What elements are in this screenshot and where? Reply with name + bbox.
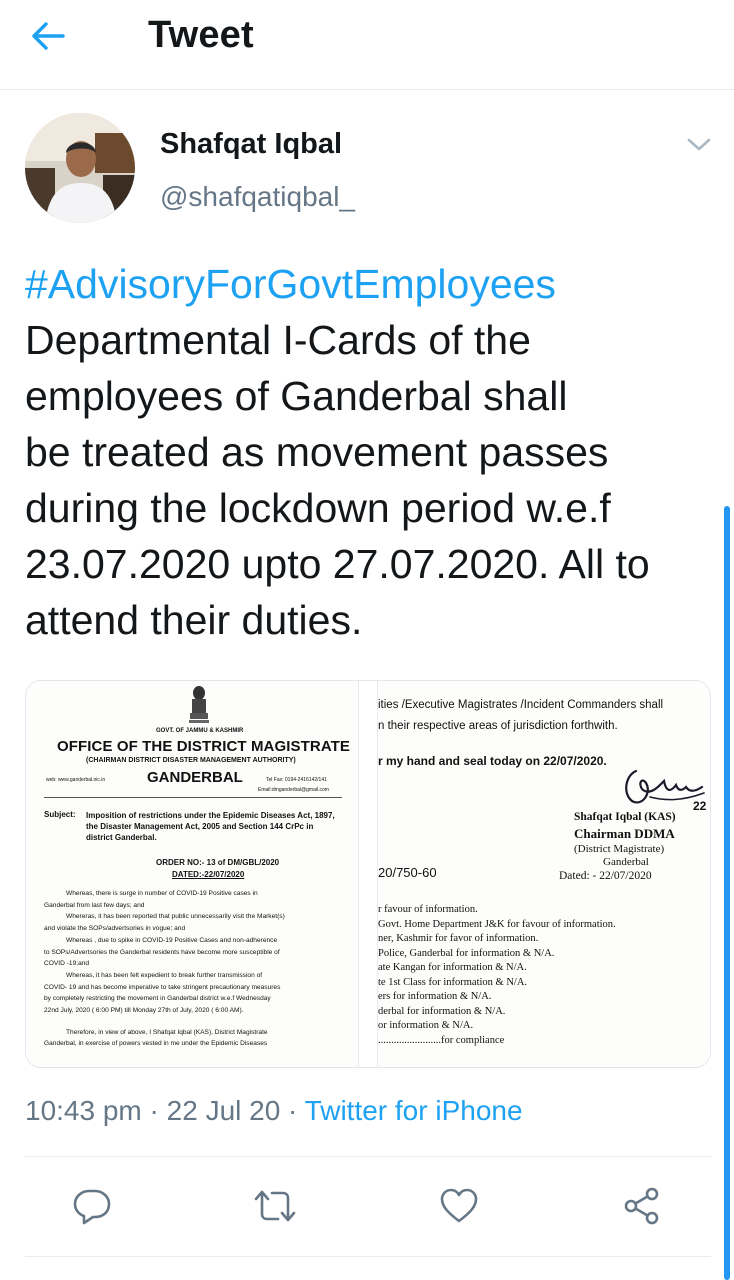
doc-line: n their respective areas of jurisdiction forthwith.: [378, 720, 618, 732]
order-date: DATED:-22/07/2020: [172, 870, 245, 879]
tweet-text-line: Departmental I-Cards of the: [25, 317, 531, 363]
subject-text: [86, 810, 335, 843]
app-header: [0, 0, 734, 90]
office-title: OFFICE OF THE DISTRICT MAGISTRATE: [57, 738, 351, 755]
doc-top-text: [378, 695, 663, 737]
subject-label: Subject:: [44, 810, 76, 819]
tweet-text-line: during the lockdown period w.e.f: [25, 485, 611, 531]
avatar[interactable]: [25, 113, 135, 223]
tweet-time: 10:43 pm: [25, 1095, 142, 1126]
signatory-place: Ganderbal: [603, 856, 649, 868]
media-gap: [359, 681, 377, 1067]
reference-number: 20/750-60: [378, 865, 437, 880]
share-icon: [621, 1185, 663, 1227]
order-body-line: Ganderbal from last few days; and: [44, 901, 145, 909]
order-body-line: and violate the SOPs/advertsories in vogue; and: [44, 925, 186, 933]
scrollbar[interactable]: [724, 506, 730, 1280]
order-body-line: Whereas, there is surge in number of COVID-19 Positive cases in: [66, 890, 258, 897]
media-gallery: [25, 680, 711, 1068]
doc-divider: [44, 797, 342, 798]
subject-line: the Disaster Management Act, 2005 and Section 144 CrPc in: [86, 822, 314, 831]
meta-separator: ·: [280, 1095, 305, 1126]
order-body-line: COVID -19;and: [44, 960, 90, 968]
tweet-text-line: 23.07.2020 upto 27.07.2020. All to: [25, 541, 650, 587]
copy-line: r favour of information.: [378, 904, 478, 915]
tweet-meta: [25, 1095, 523, 1127]
tweet-date: 22 Jul 20: [166, 1095, 281, 1126]
retweet-icon: [252, 1186, 298, 1226]
back-button[interactable]: [30, 14, 86, 58]
authority-subtitle: (CHAIRMAN DISTRICT DISASTER MANAGEMENT AUTHORITY): [86, 757, 296, 764]
signature-date: 22: [693, 799, 707, 813]
divider: [25, 1156, 711, 1157]
copy-line: ........................for compliance: [378, 1034, 505, 1046]
copy-line: or information & N/A.: [378, 1020, 474, 1031]
signatory-role: (District Magistrate): [574, 843, 665, 855]
order-body-line: Therefore, in view of above, I Shafqat Iqbal (KAS), District Magistrate: [66, 1028, 268, 1036]
copy-to-list: [378, 903, 616, 1048]
like-button[interactable]: [435, 1182, 483, 1230]
copy-line: Police, Ganderbal for information & N/A.: [378, 947, 555, 959]
order-body-line: Whereas, it has been felt expedient to break further transmission of: [66, 971, 263, 979]
arrow-left-icon: [30, 21, 66, 51]
divider: [25, 1256, 711, 1257]
emblem-caption: GOVT. OF JAMMU & KASHMIR: [156, 728, 244, 734]
copy-line: ate Kangan for information & N/A.: [378, 962, 527, 973]
author-handle[interactable]: @shafqatiqbal_: [160, 181, 356, 212]
hashtag-link[interactable]: #AdvisoryForGovtEmployees: [25, 261, 556, 307]
telephone-text: Tel Fax: 0194-2416142/141: [266, 777, 327, 783]
chevron-down-icon: [682, 130, 716, 160]
subject-line: district Ganderbal.: [86, 833, 157, 842]
share-button[interactable]: [618, 1182, 666, 1230]
state-emblem-icon: [186, 683, 212, 727]
order-body-line: to SOPs/Advertsories the Ganderbal residents have become more susceptible of: [44, 948, 280, 956]
order-body-line: Ganderbal, in exercise of powers vested in me under the Epidemic Diseases: [44, 1040, 268, 1048]
copy-line: te 1st Class for information & N/A.: [378, 976, 528, 988]
district-title: GANDERBAL: [147, 769, 243, 786]
tweet-text-line: employees of Ganderbal shall: [25, 373, 568, 419]
doc-dated: Dated: - 22/07/2020: [559, 870, 652, 882]
tweet-source-link[interactable]: Twitter for iPhone: [304, 1095, 523, 1126]
reply-button[interactable]: [68, 1182, 116, 1230]
order-body-line: Whereas , due to spike in COVID-19 Positive Cases and non-adherence: [66, 936, 278, 944]
meta-separator: ·: [141, 1095, 167, 1126]
tweet-options-button[interactable]: [682, 130, 716, 160]
reply-icon: [72, 1186, 112, 1226]
order-body-line: COVID- 19 and has become imperative to take stringent precautionary measures: [44, 983, 281, 991]
order-body-line: by completely restricting the movement in Ganderbal district w.e.f Wednesday: [44, 995, 271, 1003]
signatory-title: Chairman DDMA: [574, 826, 675, 841]
website-text: web: www.ganderbal.nic.in: [46, 777, 106, 783]
order-body-line: 22nd July, 2020 ( 6:00 PM) till Monday 27th of July, 2020 ( 6:00 AM).: [44, 1007, 244, 1015]
doc-line: ities /Executive Magistrates /Incident Commanders shall: [378, 699, 664, 711]
copy-line: ner, Kashmir for favor of information.: [378, 933, 539, 944]
order-document-image-1[interactable]: [26, 681, 359, 1067]
order-document-image-2[interactable]: [377, 681, 711, 1067]
author-name[interactable]: Shafqat Iqbal: [160, 128, 343, 160]
page-title: Tweet: [148, 14, 254, 56]
subject-line: Imposition of restrictions under the Epidemic Diseases Act, 1897,: [86, 811, 335, 820]
retweet-button[interactable]: [251, 1182, 299, 1230]
signatory-name: Shafqat Iqbal (KAS): [574, 811, 676, 823]
tweet-text-line: be treated as movement passes: [25, 429, 609, 475]
copy-line: derbal for information & N/A.: [378, 1005, 506, 1017]
tweet-text: [25, 256, 725, 648]
tweet-text-line: attend their duties.: [25, 597, 363, 643]
copy-line: ers for information & N/A.: [378, 991, 492, 1002]
copy-line: Govt. Home Department J&K for favour of information.: [378, 918, 616, 930]
seal-line: r my hand and seal today on 22/07/2020.: [378, 754, 607, 768]
order-body: [44, 888, 344, 1050]
order-body-line: Whereras, it has been reported that public unnecessarily visit the Market(s): [66, 913, 285, 921]
order-number: ORDER NO:- 13 of DM/GBL/2020: [156, 858, 280, 867]
heart-icon: [439, 1186, 479, 1226]
email-text: Email:dmganderbal@gmail.com: [258, 787, 329, 793]
